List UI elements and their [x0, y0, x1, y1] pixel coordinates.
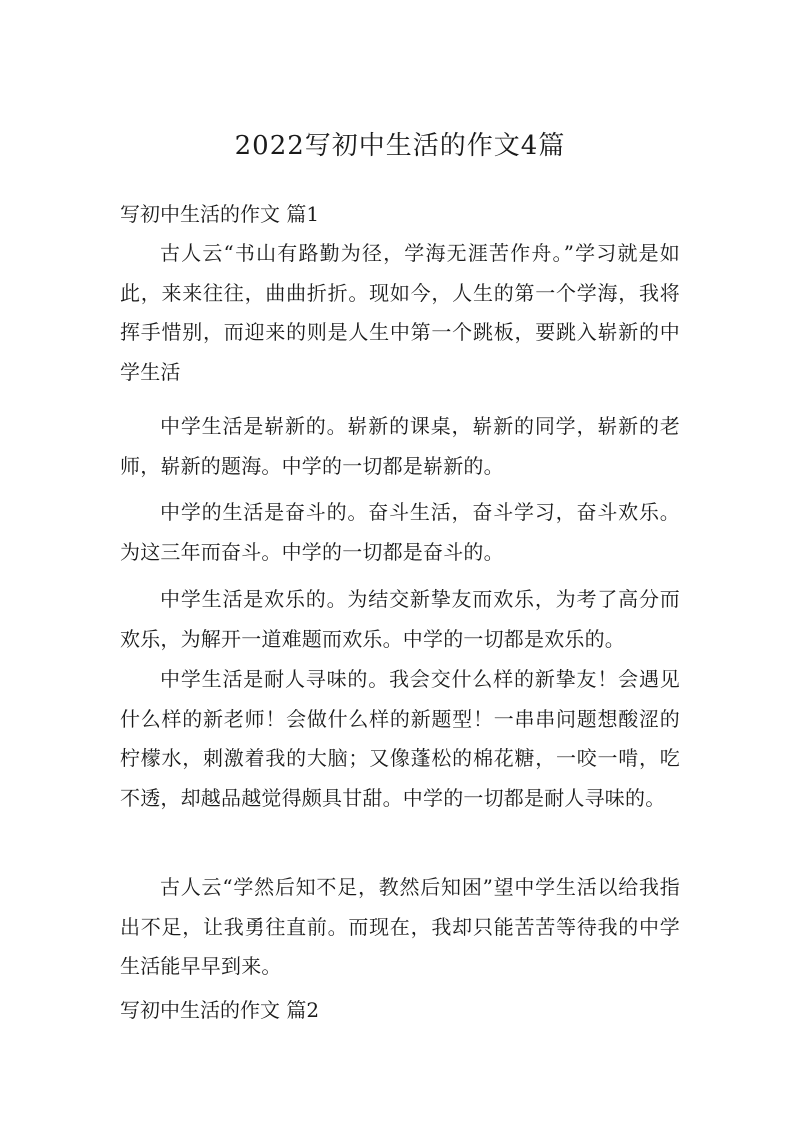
paragraph-2: 中学生活是崭新的。崭新的课桌，崭新的同学，崭新的老师，崭新的题海。中学的一切都是崭新的。: [120, 414, 680, 478]
section-heading-2: 写初中生活的作文 篇2: [120, 998, 320, 1022]
paragraph-6: 古人云“学然后知不足，教然后知困”望中学生活以给我指出不足，让我勇往直前。而现在，我却只能苦苦等待我的中学生活能早早到来。: [120, 875, 680, 978]
paragraph-4: 中学生活是欢乐的。为结交新挚友而欢乐，为考了高分而欢乐，为解开一道难题而欢乐。中学的一切都是欢乐的。: [120, 587, 680, 651]
section-heading-1: 写初中生活的作文 篇1: [120, 202, 320, 226]
paragraph-3: 中学的生活是奋斗的。奋斗生活，奋斗学习，奋斗欢乐。为这三年而奋斗。中学的一切都是奋斗的。: [120, 500, 680, 564]
paragraph-5: 中学生活是耐人寻味的。我会交什么样的新挚友！会遇见什么样的新老师！会做什么样的新题型！一串串问题想酸涩的柠檬水，刺激着我的大脑；又像蓬松的棉花糖，一咬一啃，吃不透，却越品越觉得颇具甘甜。中学的一切都是耐人寻味的。: [120, 667, 680, 810]
paragraph-1: 古人云“书山有路勤为径，学海无涯苦作舟。”学习就是如此，来来往往，曲曲折折。现如今，人生的第一个学海，我将挥手惜别，而迎来的则是人生中第一个跳板，要跳入崭新的中学生活: [120, 241, 680, 384]
document-title: 2022写初中生活的作文4篇: [234, 131, 566, 161]
